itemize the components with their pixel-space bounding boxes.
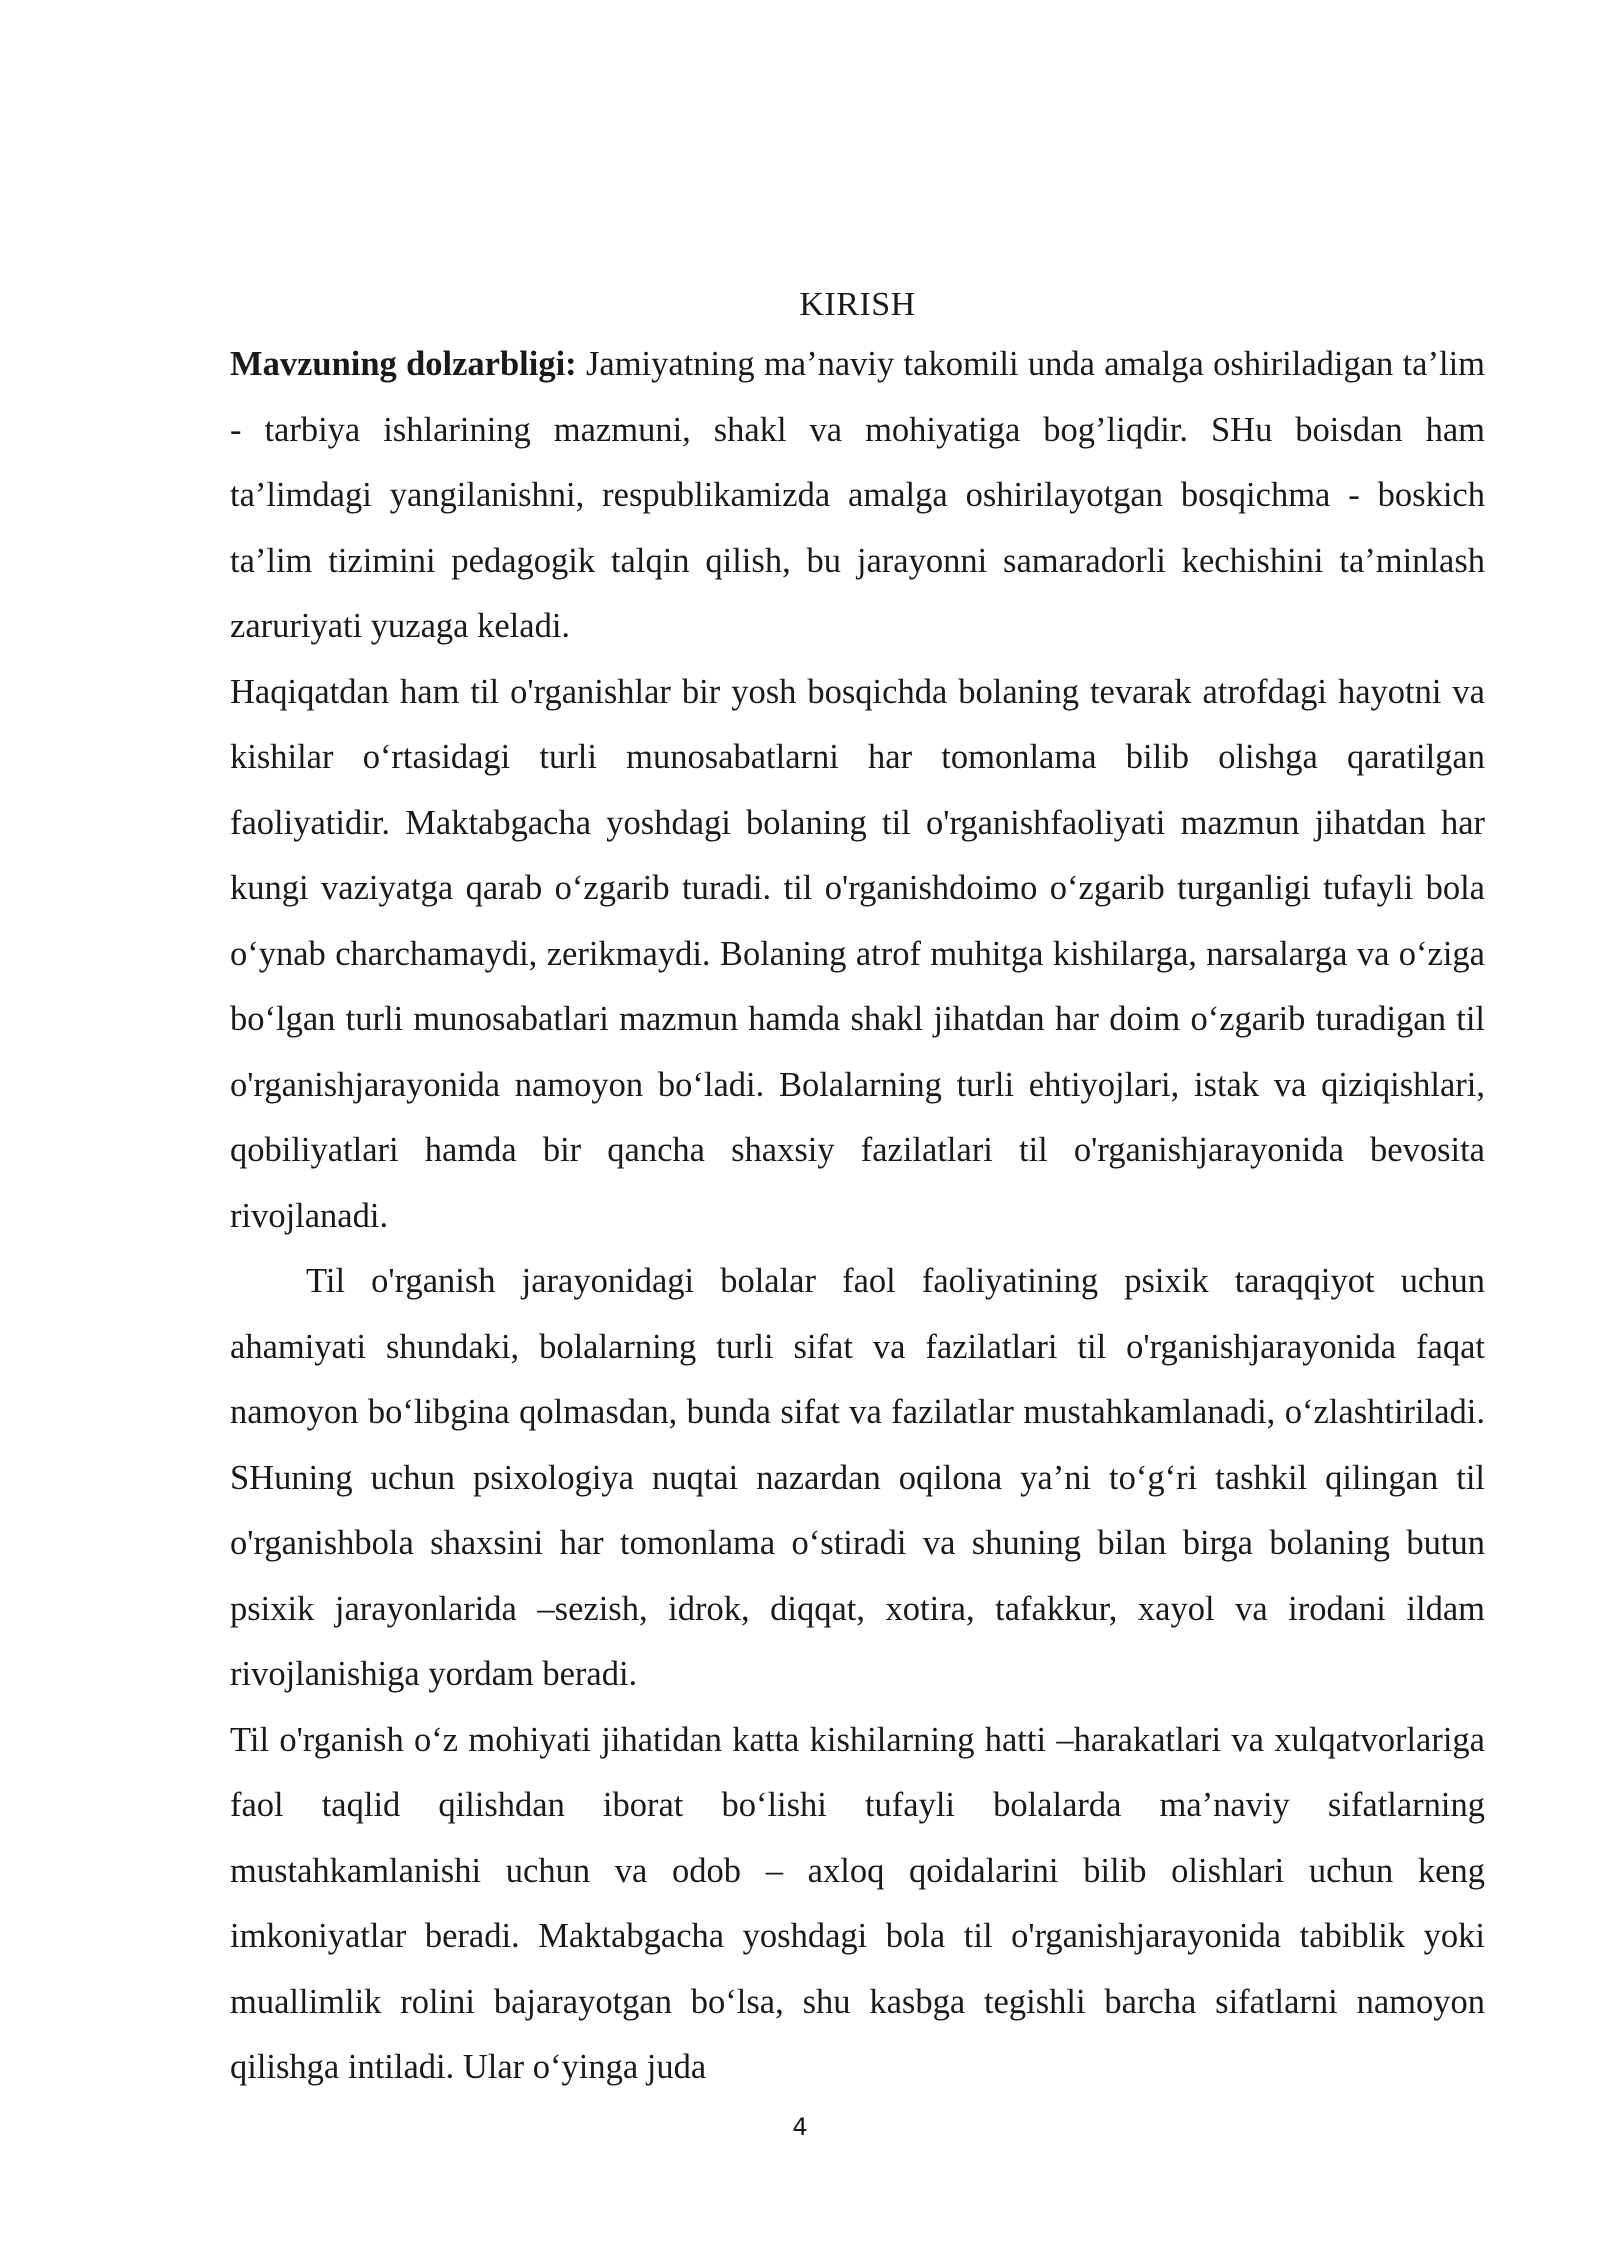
section-title: KIRISH (799, 286, 916, 323)
page-content (230, 280, 1485, 2101)
paragraph: Til o'rganish jarayonidagi bolalar faol faoliyatining psixik taraqqiyot uchun ahamiyati shundaki, bolalarning turli sifat va fazilatlari til o'rganishjarayonida faqat namoyon bo‘libgina qolmasdan, bunda sifat va fazilatlar mustahkamlanadi, o‘zlashtiriladi. SHuning uchun psixologiya nuqtai nazardan oqilona ya’ni to‘g‘ri tashkil qilingan til o'rganishbola shaxsini har tomonlama o‘stiradi va shuning bilan birga bolaning butun psixik jarayonlarida –sezish, idrok, diqqat, xotira, tafakkur, xayol va irodani ildam rivojlanishiga yordam beradi. (230, 1262, 1485, 1693)
paragraph-text: Jamiyatning ma’naviy takomili unda amalga oshiriladigan ta’lim - tarbiya ishlarining mazmuni, shakl va mohiyatiga bog’liqdir. SHu boisdan ham ta’limdagi yangilanishni, respublikamizda amalga oshirilayotgan bosqichma - boskich ta’lim tizimini pedagogik talqin qilish, bu jarayonni samaradorli kechishini ta’minlash zaruriyati yuzaga keladi. (230, 345, 1485, 645)
paragraph: Til o'rganish o‘z mohiyati jihatidan katta kishilarning hatti –harakatlari va xulqatvorlariga faol taqlid qilishdan iborat bo‘lishi tufayli bolalarda ma’naviy sifatlarning mustahkamlanishi uchun va odob – axloq qoidalarini bilib olishlari uchun keng imkoniyatlar beradi. Maktabgacha yoshdagi bola til o'rganishjarayonida tabiblik yoki muallimlik rolini bajarayotgan bo‘lsa, shu kasbga tegishli barcha sifatlarni namoyon qilishga intiladi. Ular o‘yinga juda (230, 1720, 1485, 2086)
paragraph-lead: Mavzuning dolzarbligi: (230, 345, 577, 383)
paragraph-relevance (230, 332, 1485, 660)
paragraph: Haqiqatdan ham til o'rganishlar bir yosh bosqichda bolaning tevarak atrofdagi hayotni va kishilar o‘rtasidagi turli munosabatlarni har tomonlama bilib olishga qaratilgan faoliyatidir. Maktabgacha yoshdagi bolaning til o'rganishfaoliyati mazmun jihatdan har kungi vaziyatga qarab o‘zgarib turadi. til o'rganishdoimo o‘zgarib turganligi tufayli bola o‘ynab charchamaydi, zerikmaydi. Bolaning atrof muhitga kishilarga, narsalarga va o‘ziga bo‘lgan turli munosabatlari mazmun hamda shakl jihatdan har doim o‘zgarib turadigan til o'rganishjarayonida namoyon bo‘ladi. Bolalarning turli ehtiyojlari, istak va qiziqishlari, qobiliyatlari hamda bir qancha shaxsiy fazilatlari til o'rganishjarayonida bevosita rivojlanadi. (230, 672, 1485, 1235)
page-number: 4 (792, 2113, 808, 2141)
